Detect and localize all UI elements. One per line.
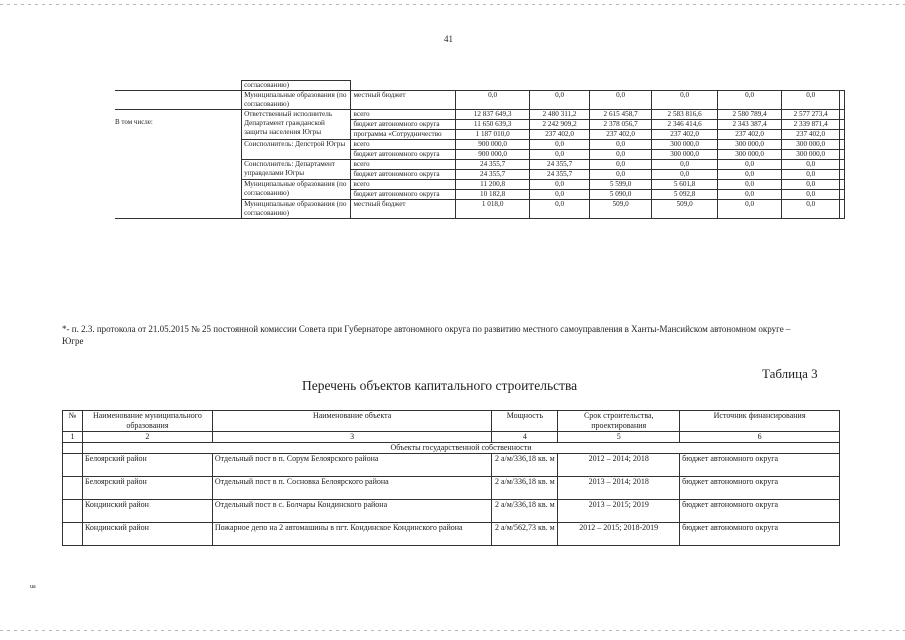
value-cell: 237 402,0 [782,130,840,140]
term-cell: 2012 – 2015; 2018-2019 [558,523,680,546]
source-cell: бюджет автономного округа [351,190,455,200]
value-cell: 11 650 639,3 [455,120,529,130]
table-row [115,91,845,110]
term-cell: 2013 – 2014; 2018 [558,477,680,500]
value-cell: 0,0 [652,91,717,110]
value-cell: 0,0 [589,160,652,170]
table-3-title: Перечень объектов капитального строительства [302,378,578,393]
value-cell: 0,0 [717,200,782,219]
corner-mark: ua [30,584,36,590]
executor-cell: Муниципальные образования (по согласованию) [242,180,351,200]
table-row [63,523,840,546]
capacity-cell: 2 а/м/336,18 кв. м [492,477,558,500]
value-cell: 11 200,8 [455,180,529,190]
value-cell: 0,0 [782,160,840,170]
source-cell: программа «Сотрудничество [351,130,455,140]
value-cell: 0,0 [530,180,590,190]
value-cell: 237 402,0 [717,130,782,140]
scan-edge-bottom [0,630,905,631]
section-row [63,443,840,454]
source-cell: бюджет автономного округа [680,500,840,523]
capital-construction-table [62,410,840,546]
header-term: Срок строительства, проектирования [558,411,680,432]
value-cell: 0,0 [782,180,840,190]
value-cell: 0,0 [717,170,782,180]
municipality-cell: Кондинский район [82,500,212,523]
value-cell: 5 599,0 [589,180,652,190]
num-cell [63,523,83,546]
table-3-label: Таблица 3 [762,366,818,381]
capacity-cell: 2 а/м/336,18 кв. м [492,500,558,523]
blank-cell [840,140,845,150]
value-cell: 0,0 [530,150,590,160]
source-cell: местный бюджет [351,91,455,110]
term-cell: 2013 – 2015; 2019 [558,500,680,523]
value-cell: 2 346 414,6 [652,120,717,130]
executor-cell: Соисполнитель: Департамент управделами Югры [242,160,351,180]
executor-cell: Ответственный исполнитель Департамент гражданской защиты населения Югры [242,110,351,140]
num-cell [63,500,83,523]
capacity-cell: 2 а/м/562,73 кв. м [492,523,558,546]
num-cell [63,454,83,477]
num-cell [63,477,83,500]
executor-cell: Муниципальные образования (по согласованию) [242,200,351,219]
column-number-row [63,432,840,443]
blank-cell [840,150,845,160]
footnote: *- п. 2.3. протокола от 21.05.2015 № 25 постоянной комиссии Совета при Губернаторе автономного округа по развитию местного самоуправления в Ханты-Мансийском автономном округе – Югре [62,324,791,346]
value-cell: 0,0 [652,160,717,170]
value-cell: 900 000,0 [455,140,529,150]
source-cell: бюджет автономного округа [351,150,455,160]
executor-cell: Муниципальные образования (по согласованию) [242,91,351,110]
blank-cell [840,170,845,180]
source-cell: местный бюджет [351,200,455,219]
value-cell: 5 601,8 [652,180,717,190]
blank-cell [840,160,845,170]
source-cell: всего [351,160,455,170]
column-number: 4 [492,432,558,443]
header-capacity: Мощность [492,411,558,432]
capacity-cell: 2 а/м/336,18 кв. м [492,454,558,477]
blank-cell [840,120,845,130]
value-cell: 2 378 056,7 [589,120,652,130]
value-cell: 0,0 [530,140,590,150]
value-cell: 237 402,0 [589,130,652,140]
value-cell: 300 000,0 [717,140,782,150]
column-number: 1 [63,432,83,443]
section-title: Объекты государственной собственности [82,443,839,454]
value-cell: 0,0 [782,200,840,219]
value-cell: 0,0 [717,180,782,190]
value-cell: 2 242 909,2 [530,120,590,130]
value-cell: 0,0 [455,91,529,110]
table-row [63,477,840,500]
value-cell: 0,0 [782,91,840,110]
source-cell: бюджет автономного округа [680,523,840,546]
value-cell: 0,0 [530,190,590,200]
value-cell: 1 187 010,0 [455,130,529,140]
source-cell: бюджет автономного округа [351,120,455,130]
value-cell: 300 000,0 [782,140,840,150]
page-number: 41 [444,34,453,44]
source-cell: всего [351,180,455,190]
municipality-cell: Кондинский район [82,523,212,546]
value-cell: 0,0 [530,91,590,110]
column-number: 5 [558,432,680,443]
value-cell: 0,0 [652,170,717,180]
value-cell: 2 583 816,6 [652,110,717,120]
value-cell: 5 092,8 [652,190,717,200]
value-cell: 0,0 [589,150,652,160]
executor-cell: Соисполнитель: Депстрой Югры [242,140,351,160]
source-cell: бюджет автономного округа [680,454,840,477]
municipality-cell: Белоярский район [82,454,212,477]
value-cell: 0,0 [589,91,652,110]
value-cell: 300 000,0 [652,150,717,160]
blank-cell [840,200,845,219]
value-cell: 24 355,7 [530,160,590,170]
value-cell: 10 182,8 [455,190,529,200]
financing-table [115,80,845,219]
blank-cell [840,91,845,110]
value-cell: 0,0 [717,160,782,170]
blank-cell [840,130,845,140]
source-cell: всего [351,110,455,120]
blank-cell [840,110,845,120]
top-fragment: согласованию) [242,81,351,91]
table-row [115,110,845,120]
value-cell: 24 355,7 [530,170,590,180]
header-object: Наименование объекта [212,411,492,432]
column-number: 3 [212,432,492,443]
blank-cell [115,91,242,110]
value-cell: 12 837 649,3 [455,110,529,120]
source-cell: бюджет автономного округа [351,170,455,180]
object-cell: Отдельный пост в с. Болчары Кондинского района [212,500,492,523]
value-cell: 0,0 [589,140,652,150]
value-cell: 2 343 387,4 [717,120,782,130]
municipality-cell: Белоярский район [82,477,212,500]
value-cell: 0,0 [530,200,590,219]
value-cell: 24 355,7 [455,160,529,170]
blank-cell [840,180,845,190]
value-cell: 0,0 [782,170,840,180]
object-cell: Отдельный пост в п. Сосновка Белоярского района [212,477,492,500]
v-tom-chisle-label: В том числе: [115,118,153,126]
value-cell: 2 339 871,4 [782,120,840,130]
value-cell: 2 580 789,4 [717,110,782,120]
blank-cell [840,190,845,200]
value-cell: 900 000,0 [455,150,529,160]
source-cell: всего [351,140,455,150]
scan-edge-top [0,4,905,5]
table-row [115,81,845,91]
value-cell: 5 090,0 [589,190,652,200]
header-num: № [63,411,83,432]
header-source: Источник финансирования [680,411,840,432]
value-cell: 2 577 273,4 [782,110,840,120]
object-cell: Пожарное депо на 2 автомашины в пгт. Кондинское Кондинского района [212,523,492,546]
value-cell: 0,0 [589,170,652,180]
value-cell: 2 480 311,2 [530,110,590,120]
value-cell: 300 000,0 [717,150,782,160]
object-cell: Отдельный пост в п. Сорум Белоярского района [212,454,492,477]
value-cell: 1 018,0 [455,200,529,219]
table-row [63,454,840,477]
value-cell: 0,0 [717,91,782,110]
value-cell: 509,0 [589,200,652,219]
term-cell: 2012 – 2014; 2018 [558,454,680,477]
blank-cell [115,110,242,219]
value-cell: 237 402,0 [530,130,590,140]
value-cell: 24 355,7 [455,170,529,180]
header-municipality: Наименование муниципального образования [82,411,212,432]
value-cell: 2 615 458,7 [589,110,652,120]
value-cell: 0,0 [717,190,782,200]
column-number: 2 [82,432,212,443]
column-number: 6 [680,432,840,443]
value-cell: 237 402,0 [652,130,717,140]
table-row [63,500,840,523]
value-cell: 509,0 [652,200,717,219]
source-cell: бюджет автономного округа [680,477,840,500]
value-cell: 300 000,0 [782,150,840,160]
value-cell: 300 000,0 [652,140,717,150]
table-header-row [63,411,840,432]
value-cell: 0,0 [782,190,840,200]
